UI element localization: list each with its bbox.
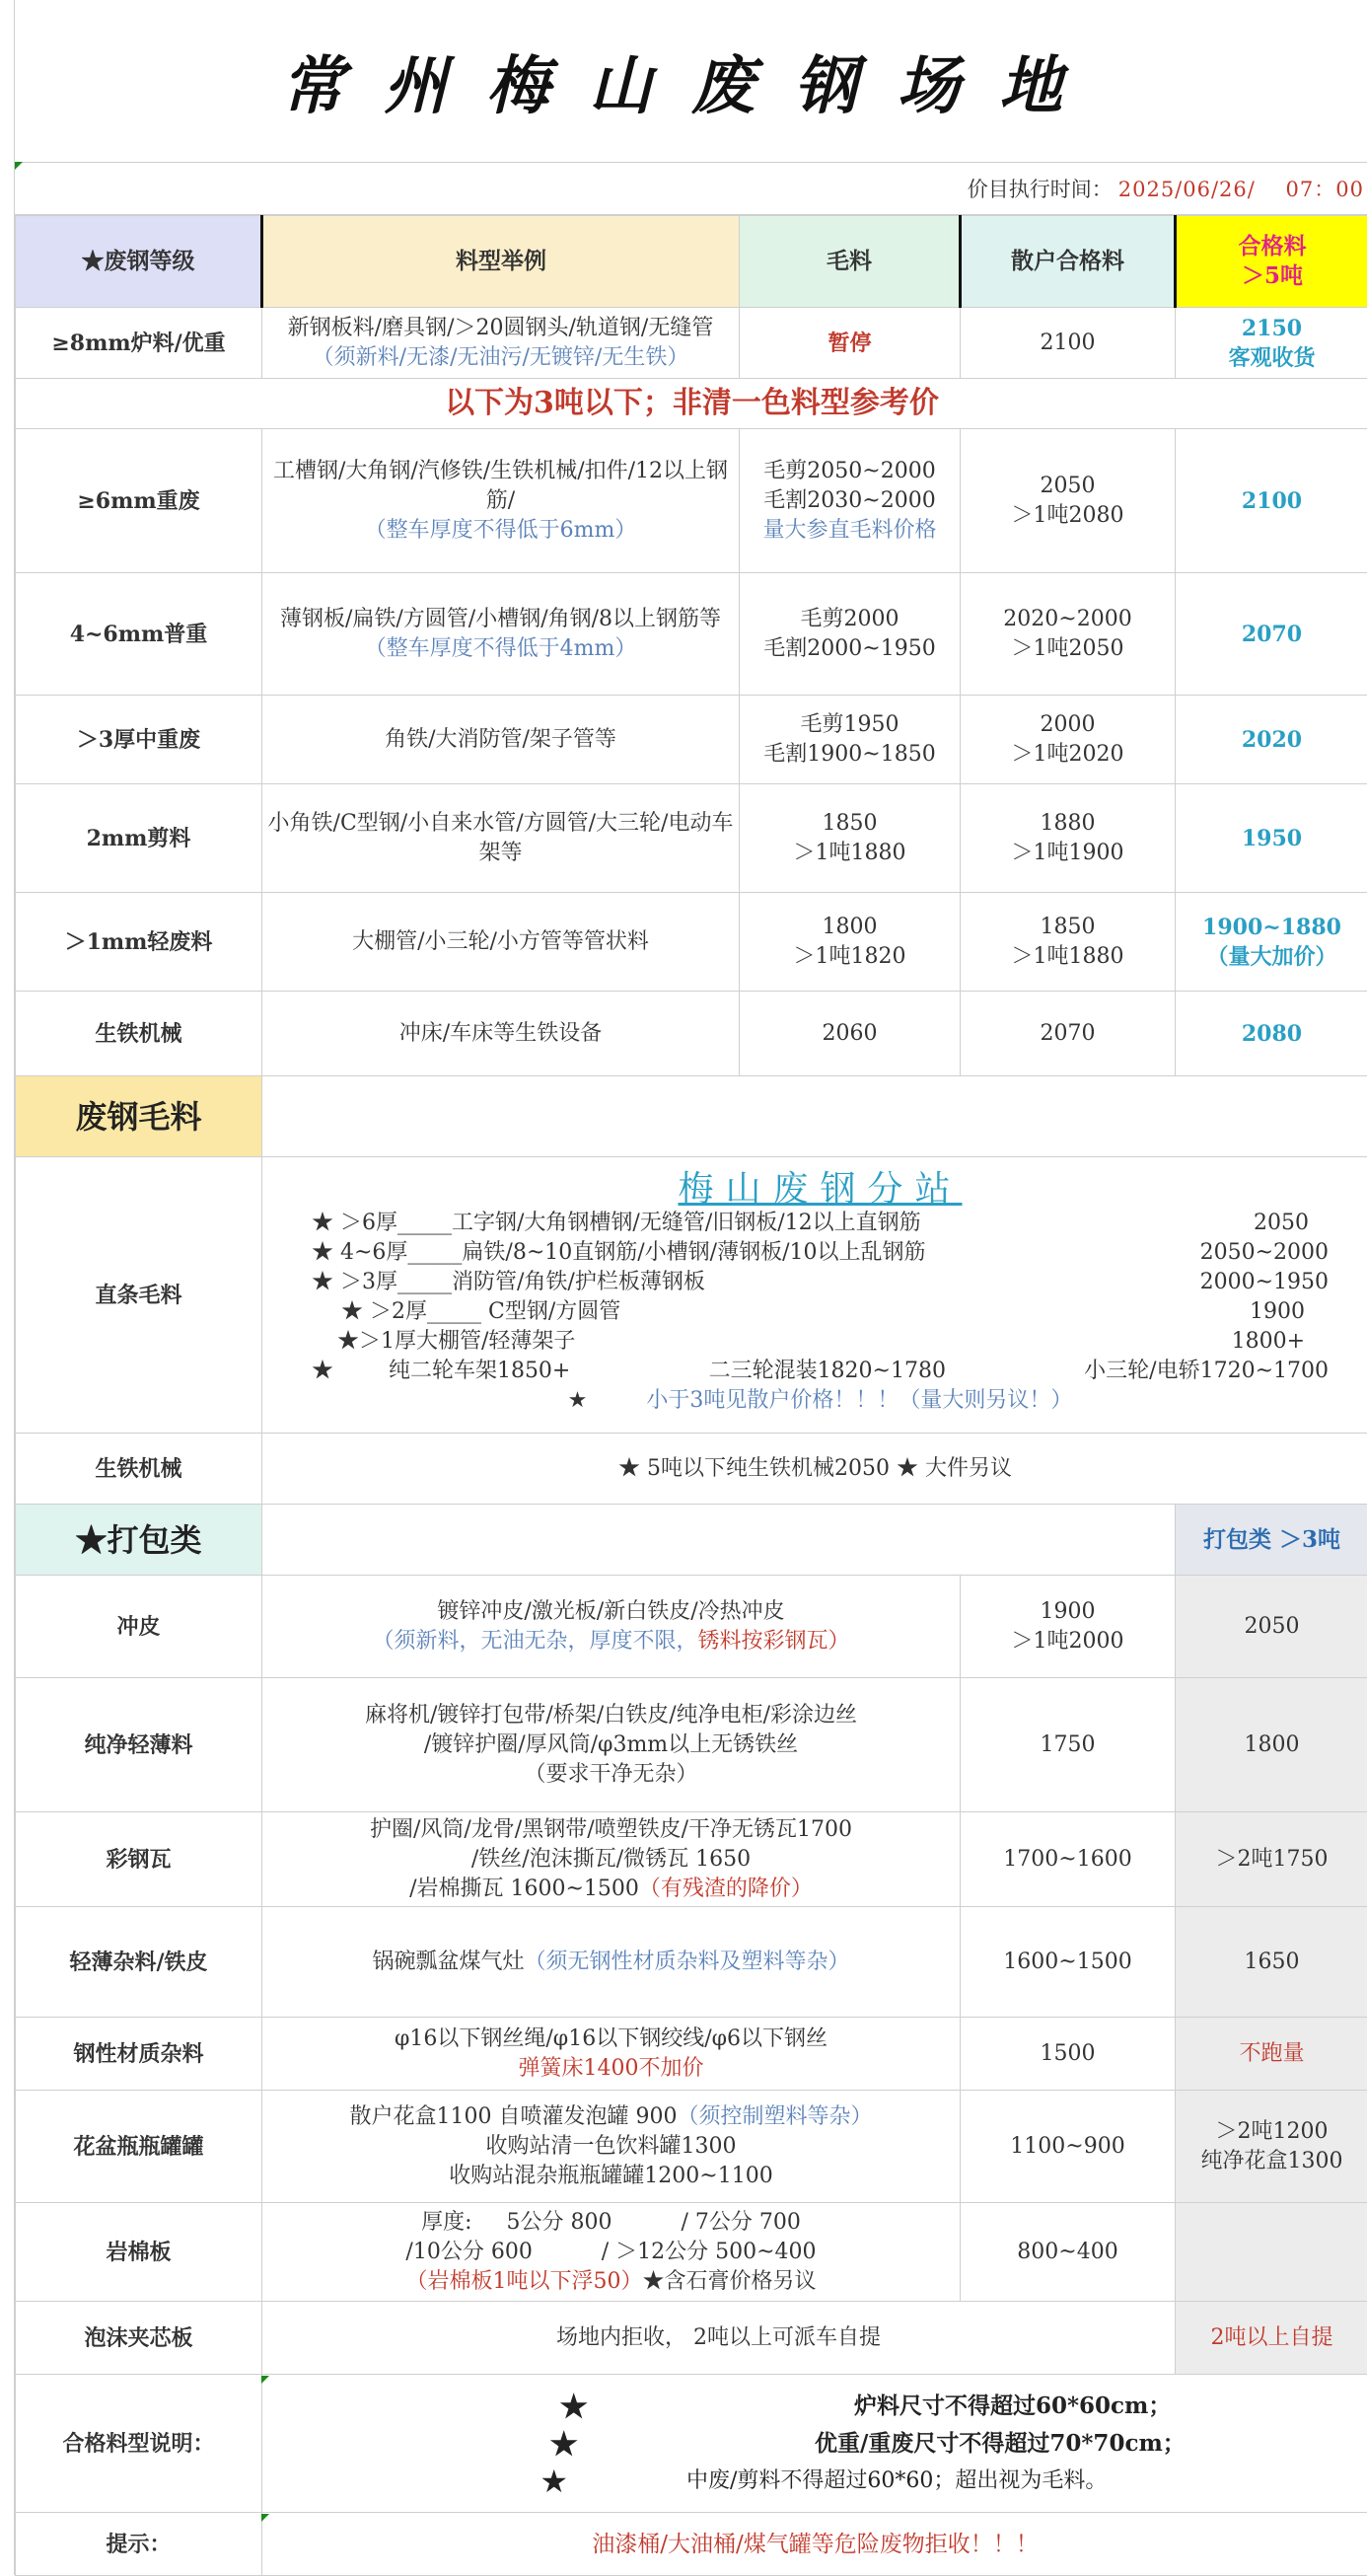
raw-price: 1800 bbox=[744, 913, 956, 942]
raw-price: 2060 bbox=[740, 992, 961, 1076]
price-table bbox=[15, 215, 1367, 2576]
retail-price: 1880 bbox=[965, 809, 1171, 839]
qualified-note: （量大加价） bbox=[1180, 942, 1364, 972]
grade-label: 纯净轻薄料 bbox=[16, 1678, 262, 1812]
example-text: 镀锌冲皮/激光板/新白铁皮/冷热冲皮 bbox=[266, 1597, 956, 1627]
raw-line-text: ★＞1厚大棚管/轻薄架子 bbox=[312, 1327, 575, 1357]
qualified-price: 2100 bbox=[1176, 429, 1367, 573]
example-cell bbox=[262, 429, 740, 573]
example-text: /铁丝/泡沫撕瓦/微锈瓦 1650 bbox=[266, 1845, 956, 1875]
example-text: 场地内拒收， 2吨以上可派车自提 bbox=[262, 2302, 1176, 2375]
qualified-price: 2080 bbox=[1176, 992, 1367, 1076]
pack-price: 2吨以上自提 bbox=[1176, 2302, 1367, 2375]
example-text: 厚度: 5公分 800 / 7公分 700 bbox=[266, 2208, 956, 2238]
raw-price: 毛割1900~1850 bbox=[744, 740, 956, 770]
raw-line bbox=[312, 1209, 1329, 1238]
example-text: 冲床/车床等生铁设备 bbox=[262, 992, 740, 1076]
raw-line-text: 小三轮/电轿1720~1700 bbox=[1084, 1357, 1329, 1386]
pack-side-label: 打包类 ＞3吨 bbox=[1176, 1505, 1367, 1576]
raw-line-text: ★ 4~6厚_____扁铁/8~10直钢筋/小槽钢/薄钢板/10以上乱钢筋 bbox=[312, 1238, 926, 1268]
pack-price bbox=[1176, 2203, 1367, 2302]
raw-line bbox=[312, 1327, 1329, 1357]
header-example: 料型举例 bbox=[262, 216, 740, 308]
raw-cell bbox=[740, 784, 961, 893]
example-note: （整车厚度不得低于4mm） bbox=[266, 634, 735, 664]
table-row bbox=[16, 308, 1367, 379]
grade-label: 花盆瓶瓶罐罐 bbox=[16, 2091, 262, 2203]
retail-price: 1100~900 bbox=[961, 2091, 1176, 2203]
retail-price: ＞1吨2000 bbox=[965, 1627, 1171, 1656]
grade-label: ≥8mm炉料/优重 bbox=[16, 308, 262, 379]
raw-line bbox=[312, 1357, 1329, 1386]
page-title: 常州梅山废钢场地 bbox=[15, 0, 1367, 163]
example-text: ★含石膏价格另议 bbox=[642, 2269, 816, 2294]
grade-label: 彩钢瓦 bbox=[16, 1812, 262, 1907]
example-text: 散户花盒1100 自喷灌发泡罐 900 bbox=[350, 2104, 678, 2129]
pack-price: 不跑量 bbox=[1176, 2018, 1367, 2091]
retail-cell bbox=[961, 784, 1176, 893]
retail-price: 2070 bbox=[961, 992, 1176, 1076]
example-note: （须控制塑料等杂） bbox=[677, 2104, 872, 2129]
retail-cell bbox=[961, 696, 1176, 784]
retail-price: ＞1吨1900 bbox=[965, 839, 1171, 868]
section-header bbox=[16, 1076, 1367, 1157]
example-text: /镀锌护圈/厚风筒/φ3mm以上无锈铁丝 bbox=[266, 1730, 956, 1760]
example-text: （要求干净无杂） bbox=[266, 1760, 956, 1790]
raw-note: 量大参直毛料价格 bbox=[744, 516, 956, 546]
retail-price: 1900 bbox=[965, 1597, 1171, 1627]
raw-price: 毛割2030~2000 bbox=[744, 486, 956, 516]
example-text: /岩棉撕瓦 1600~1500 bbox=[409, 1877, 639, 1901]
raw-note: 小于3吨见散户价格！！！（量大则另议！） bbox=[646, 1388, 1072, 1413]
example-cell bbox=[262, 1678, 961, 1812]
example-note: （须新料/无漆/无油污/无镀锌/无生铁） bbox=[266, 343, 735, 373]
example-text: /10公分 600 / ＞12公分 500~400 bbox=[266, 2238, 956, 2267]
example-text: 工槽钢/大角钢/汽修铁/生铁机械/扣件/12以上钢筋/ bbox=[266, 457, 735, 516]
example-note: （有残渣的降价） bbox=[639, 1877, 813, 1901]
table-header bbox=[16, 216, 1367, 308]
retail-price: 2020~2000 bbox=[965, 605, 1171, 634]
raw-cell bbox=[740, 893, 961, 992]
raw-cell bbox=[740, 573, 961, 696]
pack-price: ＞2吨1200 bbox=[1180, 2117, 1364, 2147]
raw-line-price: 2050 bbox=[1254, 1209, 1329, 1238]
example-text: φ16以下钢丝绳/φ16以下钢绞线/φ6以下钢丝 bbox=[266, 2024, 956, 2054]
raw-price: 1850 bbox=[744, 809, 956, 839]
retail-price: 2000 bbox=[965, 710, 1171, 740]
example-note: 锈料按彩钢瓦） bbox=[698, 1629, 850, 1654]
cell-marker bbox=[15, 162, 23, 170]
table-row bbox=[16, 1678, 1367, 1812]
example-note: （须新料，无油无杂，厚度不限， bbox=[372, 1629, 697, 1654]
tip-text: 油漆桶/大油桶/煤气罐等危险废物拒收！！！ bbox=[262, 2513, 1367, 2576]
example-cell bbox=[262, 1907, 961, 2018]
tip-row bbox=[16, 2513, 1367, 2576]
retail-price: ＞1吨2050 bbox=[965, 634, 1171, 664]
example-text: 新钢板料/磨具钢/＞20圆钢头/轨道钢/无缝管 bbox=[266, 314, 735, 343]
raw-price: 毛割2000~1950 bbox=[744, 634, 956, 664]
raw-price: 毛剪2050~2000 bbox=[744, 457, 956, 486]
raw-price: ＞1吨1820 bbox=[744, 942, 956, 972]
table-row bbox=[16, 784, 1367, 893]
exec-time-bar bbox=[15, 163, 1367, 215]
cell-marker bbox=[261, 2514, 269, 2522]
example-cell bbox=[262, 1576, 961, 1678]
branch-title: 梅山废钢分站 bbox=[312, 1175, 1329, 1205]
cell-marker bbox=[261, 2376, 269, 2384]
grade-label: 冲皮 bbox=[16, 1576, 262, 1678]
table-row bbox=[16, 992, 1367, 1076]
price-sheet bbox=[14, 0, 1367, 2575]
notes-cell: ★ 炉料尺寸不得超过60*60cm； ★ 优重/重废尺寸不得超过70*70cm； ★ 中废/剪料不得超过60*60；超出视为毛料。 bbox=[262, 2375, 1367, 2513]
header-grade: ★废钢等级 bbox=[16, 216, 262, 308]
retail-cell bbox=[961, 573, 1176, 696]
example-text: 护圈/风筒/龙骨/黑钢带/喷塑铁皮/干净无锈瓦1700 bbox=[266, 1815, 956, 1845]
table-row bbox=[16, 429, 1367, 573]
qualified-cell bbox=[1176, 308, 1367, 379]
retail-price: 1700~1600 bbox=[961, 1812, 1176, 1907]
grade-label: ＞1mm轻废料 bbox=[16, 893, 262, 992]
raw-price: 暂停 bbox=[740, 308, 961, 379]
example-text: 收购站混杂瓶瓶罐罐1200~1100 bbox=[266, 2162, 956, 2191]
raw-line bbox=[312, 1297, 1329, 1327]
machine-text: ★ 5吨以下纯生铁机械2050 ★ 大件另议 bbox=[262, 1434, 1367, 1505]
raw-line-price: 1900 bbox=[1250, 1297, 1329, 1327]
note-line: 优重/重废尺寸不得超过70*70cm； bbox=[815, 2425, 1186, 2463]
qualified-note: 客观收货 bbox=[1180, 343, 1364, 373]
grade-label: 直条毛料 bbox=[16, 1157, 262, 1434]
exec-time-label: 价目执行时间： bbox=[968, 174, 1113, 203]
exec-time-value: 2025/06/26/ 07：00 bbox=[1118, 174, 1364, 203]
retail-cell bbox=[961, 893, 1176, 992]
grade-label: 生铁机械 bbox=[16, 1434, 262, 1505]
example-cell bbox=[262, 2018, 961, 2091]
example-cell bbox=[262, 1812, 961, 1907]
grade-label: ≥6mm重废 bbox=[16, 429, 262, 573]
pack-price-cell bbox=[1176, 2091, 1367, 2203]
retail-price: 1500 bbox=[961, 2018, 1176, 2091]
example-cell bbox=[262, 2091, 961, 2203]
retail-cell bbox=[961, 429, 1176, 573]
header-qualified: 合格料 ＞5吨 bbox=[1176, 216, 1367, 308]
raw-price: 毛剪2000 bbox=[744, 605, 956, 634]
grade-label: 泡沫夹芯板 bbox=[16, 2302, 262, 2375]
example-text: 麻将机/镀锌打包带/桥架/白铁皮/纯净电柜/彩涂边丝 bbox=[266, 1701, 956, 1730]
raw-line-price: 2000~1950 bbox=[1200, 1268, 1329, 1297]
note-line: 中废/剪料不得超过60*60；超出视为毛料。 bbox=[686, 2463, 1107, 2500]
notes-row bbox=[16, 2375, 1367, 2513]
grade-label: 轻薄杂料/铁皮 bbox=[16, 1907, 262, 2018]
table-row bbox=[16, 2018, 1367, 2091]
raw-line bbox=[312, 1268, 1329, 1297]
example-text: 小角铁/C型钢/小自来水管/方圆管/大三轮/电动车架等 bbox=[262, 784, 740, 893]
section-title: ★打包类 bbox=[16, 1505, 262, 1576]
qualified-price: 2150 bbox=[1180, 314, 1364, 343]
raw-line-text: ★ ＞3厚_____消防管/角铁/护栏板薄钢板 bbox=[312, 1268, 705, 1297]
raw-line-text: ★ ＞6厚_____工字钢/大角钢槽钢/无缝管/旧钢板/12以上直钢筋 bbox=[312, 1209, 921, 1238]
grade-label: 生铁机械 bbox=[16, 992, 262, 1076]
example-note: 弹簧床1400不加价 bbox=[266, 2054, 956, 2084]
table-row bbox=[16, 1576, 1367, 1678]
table-row bbox=[16, 1907, 1367, 2018]
section-header bbox=[16, 1505, 1367, 1576]
example-text: 角铁/大消防管/架子管等 bbox=[262, 696, 740, 784]
raw-cell bbox=[740, 696, 961, 784]
retail-price: 1600~1500 bbox=[961, 1907, 1176, 2018]
raw-line-text: ★ ＞2厚_____ C型钢/方圆管 bbox=[312, 1297, 620, 1327]
pack-price: ＞2吨1750 bbox=[1176, 1812, 1367, 1907]
qualified-price: 1900~1880 bbox=[1180, 913, 1364, 942]
pack-price: 1650 bbox=[1176, 1907, 1367, 2018]
grade-label: 2mm剪料 bbox=[16, 784, 262, 893]
example-note: （岩棉板1吨以下浮50） bbox=[405, 2269, 642, 2294]
example-text: 锅碗瓢盆煤气灶 bbox=[372, 1950, 524, 1974]
raw-cell bbox=[740, 429, 961, 573]
raw-list-cell bbox=[262, 1157, 1367, 1434]
table-row bbox=[16, 573, 1367, 696]
raw-price: ＞1吨1880 bbox=[744, 839, 956, 868]
header-raw: 毛料 bbox=[740, 216, 961, 308]
example-text: 收购站清一色饮料罐1300 bbox=[266, 2132, 956, 2162]
pack-price: 2050 bbox=[1176, 1576, 1367, 1678]
retail-price: 2100 bbox=[961, 308, 1176, 379]
raw-line-price: 2050~2000 bbox=[1200, 1238, 1329, 1268]
grade-label: 岩棉板 bbox=[16, 2203, 262, 2302]
raw-price: 毛剪1950 bbox=[744, 710, 956, 740]
grade-label: 钢性材质杂料 bbox=[16, 2018, 262, 2091]
example-note: （整车厚度不得低于6mm） bbox=[266, 516, 735, 546]
grade-label: ＞3厚中重废 bbox=[16, 696, 262, 784]
table-row bbox=[16, 2091, 1367, 2203]
note-line: 炉料尺寸不得超过60*60cm； bbox=[854, 2388, 1171, 2425]
tip-label: 提示： bbox=[16, 2513, 262, 2576]
subtitle: 以下为3吨以下；非清一色料型参考价 bbox=[16, 379, 1367, 429]
raw-line-price: 1800+ bbox=[1232, 1327, 1329, 1357]
qualified-price: 2020 bbox=[1176, 696, 1367, 784]
pack-price: 纯净花盒1300 bbox=[1180, 2147, 1364, 2176]
example-cell bbox=[262, 308, 740, 379]
raw-line-text: 二三轮混装1820~1780 bbox=[709, 1357, 946, 1386]
retail-price: 1750 bbox=[961, 1678, 1176, 1812]
table-row bbox=[16, 1434, 1367, 1505]
retail-cell bbox=[961, 1576, 1176, 1678]
table-row bbox=[16, 696, 1367, 784]
example-cell bbox=[262, 2203, 961, 2302]
header-retail: 散户合格料 bbox=[961, 216, 1176, 308]
raw-line-text: ★ 纯二轮车架1850+ bbox=[312, 1357, 570, 1386]
raw-note-line: ★ 小于3吨见散户价格！！！（量大则另议！） bbox=[312, 1386, 1329, 1416]
retail-price: 2050 bbox=[965, 472, 1171, 501]
grade-label: 4~6mm普重 bbox=[16, 573, 262, 696]
table-row bbox=[16, 2203, 1367, 2302]
example-cell bbox=[262, 573, 740, 696]
table-row bbox=[16, 2302, 1367, 2375]
raw-line bbox=[312, 1238, 1329, 1268]
retail-price: ＞1吨1880 bbox=[965, 942, 1171, 972]
example-note: （须无钢性材质杂料及塑料等杂） bbox=[525, 1950, 850, 1974]
section-title: 废钢毛料 bbox=[16, 1076, 262, 1157]
pack-price: 1800 bbox=[1176, 1678, 1367, 1812]
table-row bbox=[16, 893, 1367, 992]
qualified-price: 2070 bbox=[1176, 573, 1367, 696]
notes-label: 合格料型说明： bbox=[16, 2375, 262, 2513]
table-row bbox=[16, 1812, 1367, 1907]
retail-price: ＞1吨2080 bbox=[965, 501, 1171, 531]
table-row bbox=[16, 1157, 1367, 1434]
qualified-price: 1950 bbox=[1176, 784, 1367, 893]
example-text: 薄钢板/扁铁/方圆管/小槽钢/角钢/8以上钢筋等 bbox=[266, 605, 735, 634]
retail-price: 1850 bbox=[965, 913, 1171, 942]
qualified-cell bbox=[1176, 893, 1367, 992]
retail-price: 800~400 bbox=[961, 2203, 1176, 2302]
retail-price: ＞1吨2020 bbox=[965, 740, 1171, 770]
example-text: 大棚管/小三轮/小方管等管状料 bbox=[262, 893, 740, 992]
